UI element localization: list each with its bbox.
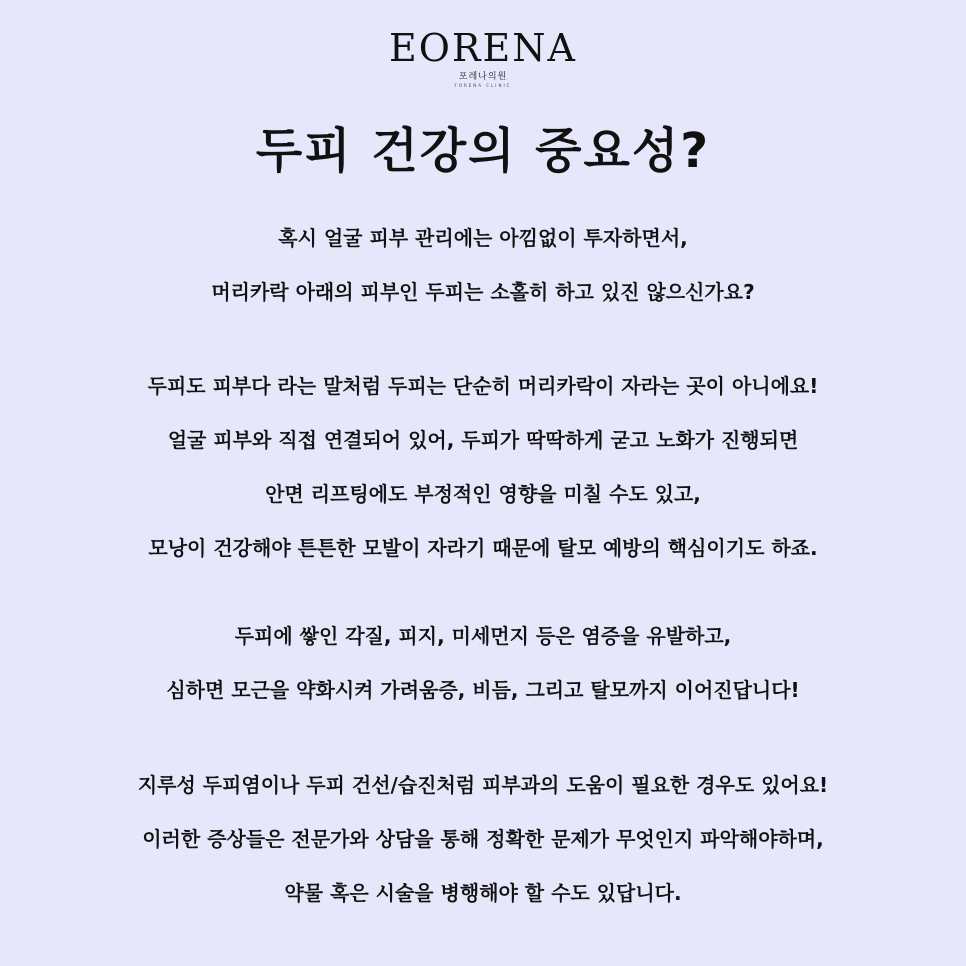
paragraph-dermatology-help [0, 772, 966, 906]
logo-wordmark: EORENA [389, 26, 577, 70]
text-line: 지루성 두피염이나 두피 건선/습진처럼 피부과의 도움이 필요한 경우도 있어요! [137, 773, 829, 797]
text-line: 심하면 모근을 약화시켜 가려움증, 비듬, 그리고 탈모까지 이어진답니다! [166, 678, 800, 702]
page-title: 두피 건강의 중요성? [255, 123, 711, 179]
text-line: 머리카락 아래의 피부인 두피는 소홀히 하고 있진 않으신가요? [211, 280, 755, 304]
logo-korean-name: 포레나의원 [458, 72, 508, 82]
text-line: 혹시 얼굴 피부 관리에는 아낌없이 투자하면서, [278, 226, 688, 250]
text-line: 두피에 쌓인 각질, 피지, 미세먼지 등은 염증을 유발하고, [234, 624, 732, 648]
text-line: 약물 혹은 시술을 병행해야 할 수도 있답니다. [284, 881, 682, 905]
text-line: 얼굴 피부와 직접 연결되어 있어, 두피가 딱딱하게 굳고 노화가 진행되면 [167, 428, 799, 452]
text-line: 모낭이 건강해야 튼튼한 모발이 자라기 때문에 탈모 예방의 핵심이기도 하죠. [148, 536, 818, 560]
text-line: 안면 리프팅에도 부정적인 영향을 미칠 수도 있고, [265, 482, 701, 506]
paragraph-scalp-problems [0, 623, 966, 703]
text-line: 두피도 피부다 라는 말처럼 두피는 단순히 머리카락이 자라는 곳이 아니에요! [147, 374, 819, 398]
paragraph-scalp-is-skin [0, 373, 966, 561]
logo-tagline: FORENA CLINIC [454, 83, 512, 88]
text-line: 이러한 증상들은 전문가와 상담을 통해 정확한 문제가 무엇인지 파악해야하며, [142, 827, 824, 851]
clinic-logo [0, 28, 966, 88]
paragraph-intro [0, 225, 966, 305]
